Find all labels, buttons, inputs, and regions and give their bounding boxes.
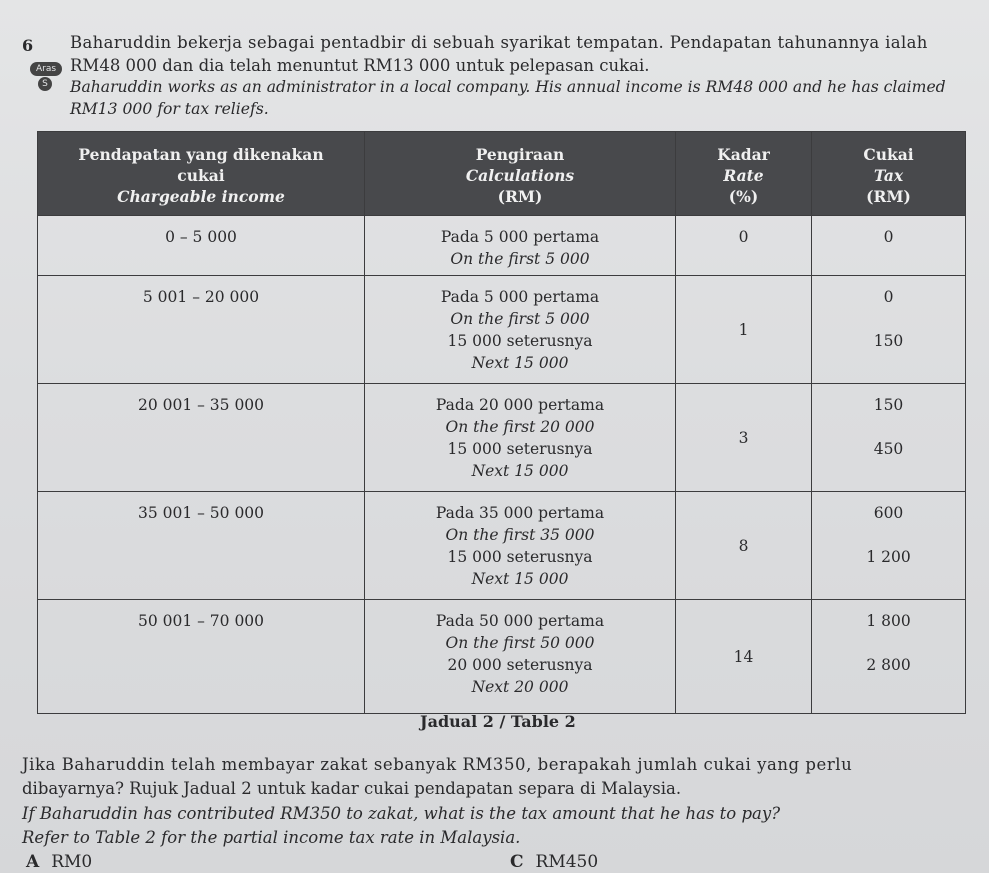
table-row: [38, 492, 966, 600]
income-range: 5 001 – 20 000: [38, 276, 365, 384]
prompt-en-2: Refer to Table 2 for the partial income tax rate in Malaysia.: [22, 828, 521, 847]
income-range: 0 – 5 000: [38, 216, 365, 276]
tax-cell: 600 1 200: [812, 492, 966, 600]
level-letter-badge: S: [38, 77, 52, 91]
income-range: 20 001 – 35 000: [38, 384, 365, 492]
question-number: 6: [22, 36, 34, 55]
prompt-en-1: If Baharuddin has contributed RM350 to zakat, what is the tax amount that he has to pay?: [22, 804, 781, 823]
prompt-ms-1: Jika Baharuddin telah membayar zakat sebanyak RM350, berapakah jumlah cukai yang perlu: [22, 755, 853, 774]
table-row: [38, 216, 966, 276]
option-a[interactable]: [26, 852, 92, 872]
question-text-ms-2: RM48 000 dan dia telah menuntut RM13 000 untuk pelepasan cukai.: [70, 56, 650, 75]
header-tax: Cukai Tax (RM): [812, 132, 966, 216]
question-text-en-1: Baharuddin works as an administrator in a local company. His annual income is RM48 000 and he has claimed: [70, 78, 946, 96]
option-a-value: RM0: [51, 852, 93, 872]
tax-cell: 0: [812, 216, 966, 276]
option-c-letter: C: [510, 852, 524, 872]
table-header-row: [38, 132, 966, 216]
calculation-cell: Pada 20 000 pertama On the first 20 000 15 000 seterusnya Next 15 000: [365, 384, 676, 492]
table-row: [38, 384, 966, 492]
header-rate: Kadar Rate (%): [676, 132, 812, 216]
tax-rate-table: [37, 131, 966, 714]
calculation-cell: Pada 5 000 pertama On the first 5 000: [365, 216, 676, 276]
question-text-en-2: RM13 000 for tax reliefs.: [70, 100, 269, 118]
income-range: 50 001 – 70 000: [38, 600, 365, 714]
rate-cell: 8: [676, 492, 812, 600]
prompt-ms-2: dibayarnya? Rujuk Jadual 2 untuk kadar cukai pendapatan separa di Malaysia.: [22, 779, 682, 798]
option-c[interactable]: [510, 852, 598, 872]
table-row: [38, 600, 966, 714]
table-row: [38, 276, 966, 384]
tax-cell: 1 800 2 800: [812, 600, 966, 714]
calculation-cell: Pada 50 000 pertama On the first 50 000 20 000 seterusnya Next 20 000: [365, 600, 676, 714]
rate-cell: 0: [676, 216, 812, 276]
income-range: 35 001 – 50 000: [38, 492, 365, 600]
question-text-ms-1: Baharuddin bekerja sebagai pentadbir di sebuah syarikat tempatan. Pendapatan tahunannya ialah: [70, 33, 928, 52]
option-c-value: RM450: [535, 852, 599, 872]
table-caption: Jadual 2 / Table 2: [420, 712, 576, 731]
header-calculations: Pengiraan Calculations (RM): [365, 132, 676, 216]
rate-cell: 1: [676, 276, 812, 384]
tax-cell: 0 150: [812, 276, 966, 384]
option-a-letter: A: [26, 852, 40, 872]
tax-cell: 150 450: [812, 384, 966, 492]
rate-cell: 14: [676, 600, 812, 714]
rate-cell: 3: [676, 384, 812, 492]
level-badge: Aras: [30, 62, 62, 76]
header-chargeable-income: Pendapatan yang dikenakan cukai Chargeable income: [38, 132, 365, 216]
calculation-cell: Pada 5 000 pertama On the first 5 000 15 000 seterusnya Next 15 000: [365, 276, 676, 384]
calculation-cell: Pada 35 000 pertama On the first 35 000 15 000 seterusnya Next 15 000: [365, 492, 676, 600]
